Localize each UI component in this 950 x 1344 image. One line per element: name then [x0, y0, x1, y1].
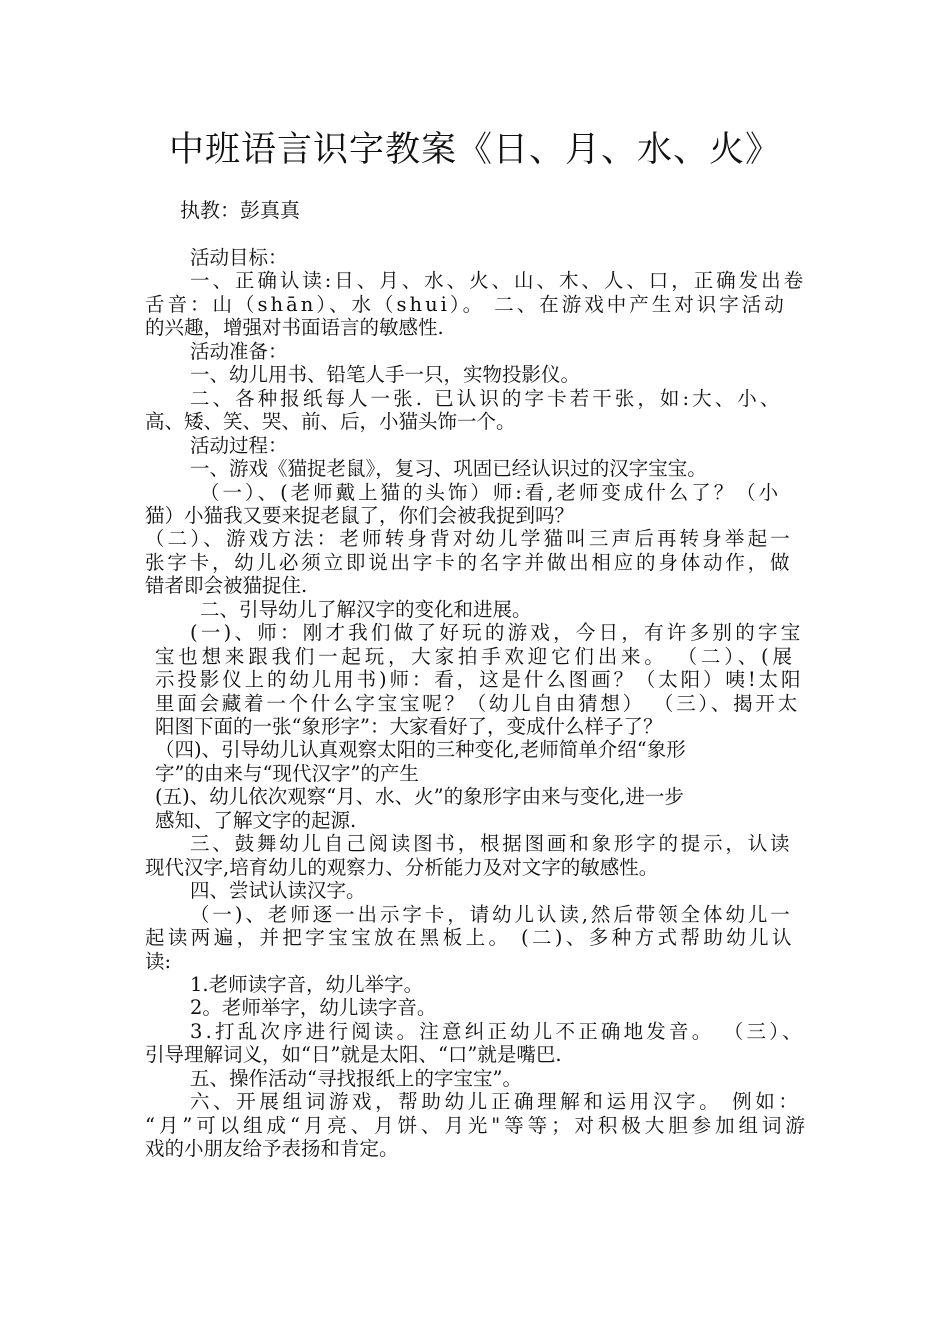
paragraph-line: 二、各种报纸每人一张. 已认识的字卡若干张，如:大、小、	[190, 387, 783, 410]
paragraph-line: （二）、游戏方法：老师转身背对幼儿学猫叫三声后再转身举起一	[145, 527, 793, 550]
paragraph-line: （一）、(老师戴上猫的头饰）师:看,老师变成什么了？（小	[200, 481, 782, 504]
paragraph-line: 五、操作活动“寻找报纸上的字宝宝”。	[190, 1067, 522, 1090]
paragraph-line: 二、引导幼儿了解汉字的变化和进展。	[200, 598, 532, 621]
paragraph-line: 3.打乱次序进行阅读。注意纠正幼儿不正确地发音。 （三）、	[190, 1020, 805, 1043]
paragraph-line: 活动目标：	[190, 246, 288, 269]
paragraph-line: 1.老师读字音，幼儿举字。	[190, 973, 424, 996]
paragraph-line: (五)、幼儿依次观察“月、水、火”的象形字由来与变化,进一步	[155, 785, 684, 808]
paragraph-line: 字”的由来与“现代汉字”的产生	[155, 762, 419, 785]
paragraph-line: 一、游戏《猫捉老鼠》，复习、巩固已经认识过的汉字宝宝。	[190, 457, 707, 480]
paragraph-line: （一)、老师逐一出示字卡，请幼儿认读,然后带领全体幼儿一	[190, 903, 793, 926]
paragraph-line: 一、幼儿用书、铅笔人手一只，实物投影仪。	[190, 363, 581, 386]
paragraph-line: 活动准备：	[190, 340, 288, 363]
document-title: 中班语言识字教案《日、月、水、火》	[168, 130, 781, 170]
paragraph-line: 错者即会被猫捉住.	[145, 574, 308, 597]
paragraph-line: 引导理解词义，如“日”就是太阳、“口”就是嘴巴.	[145, 1043, 562, 1066]
author-line: 执教：彭真真	[180, 198, 300, 222]
paragraph-line: 感知、了解文字的起源.	[155, 809, 357, 832]
paragraph-line: （四)、引导幼儿认真观察太阳的三种变化,老师简单介绍“象形	[155, 738, 686, 761]
paragraph-line: 2。老师举字，幼儿读字音。	[190, 996, 437, 1019]
paragraph-line: 猫）小猫我又要来捉老鼠了，你们会被我捉到吗？	[145, 504, 575, 527]
paragraph-line: 四、尝试认读汉字。	[190, 879, 366, 902]
paragraph-line: 阳图下面的一张“象形字”：大家看好了，变成什么样子了？	[155, 715, 663, 738]
paragraph-line: 高、矮、笑、哭、前、后，小猫头饰一个。	[145, 410, 516, 433]
paragraph-line: 宝也想来跟我们一起玩，大家拍手欢迎它们出来。 （二）、(展	[155, 645, 796, 668]
paragraph-line: 戏的小朋友给予表扬和肯定。	[145, 1137, 399, 1160]
paragraph-line: 一、正确认读:日、月、水、火、山、木、人、口，正确发出卷	[190, 269, 807, 292]
paragraph-line: 示投影仪上的幼儿用书)师：看，这是什么图画？（太阳）咦!太阳	[155, 668, 804, 691]
paragraph-line: 的兴趣，增强对书面语言的敏感性.	[145, 316, 444, 339]
paragraph-line: 三、鼓舞幼儿自己阅读图书，根据图画和象形字的提示，认读	[190, 832, 793, 855]
paragraph-line: 舌音：山（shān）、水（shui）。 二、在游戏中产生对识字活动	[145, 293, 787, 316]
paragraph-line: 里面会藏着一个什么字宝宝呢？（幼儿自由猜想） （三）、揭开太	[155, 692, 800, 715]
paragraph-line: 活动过程：	[190, 434, 288, 457]
paragraph-line: (一)、师：刚才我们做了好玩的游戏，今日，有许多别的字宝	[190, 621, 804, 644]
paragraph-line: 读:	[145, 950, 172, 973]
paragraph-line: “月”可以组成“月亮、月饼、月光"等等；对积极大胆参加组词游	[145, 1114, 809, 1137]
paragraph-line: 起读两遍，并把字宝宝放在黑板上。 (二)、多种方式帮助幼儿认	[145, 926, 795, 949]
paragraph-line: 张字卡，幼儿必须立即说出字卡的名字并做出相应的身体动作，做	[145, 551, 793, 574]
paragraph-line: 现代汉字,培育幼儿的观察力、分析能力及对文字的敏感性。	[145, 856, 659, 879]
paragraph-line: 六、开展组词游戏，帮助幼儿正确理解和运用汉字。 例如：	[190, 1090, 802, 1113]
